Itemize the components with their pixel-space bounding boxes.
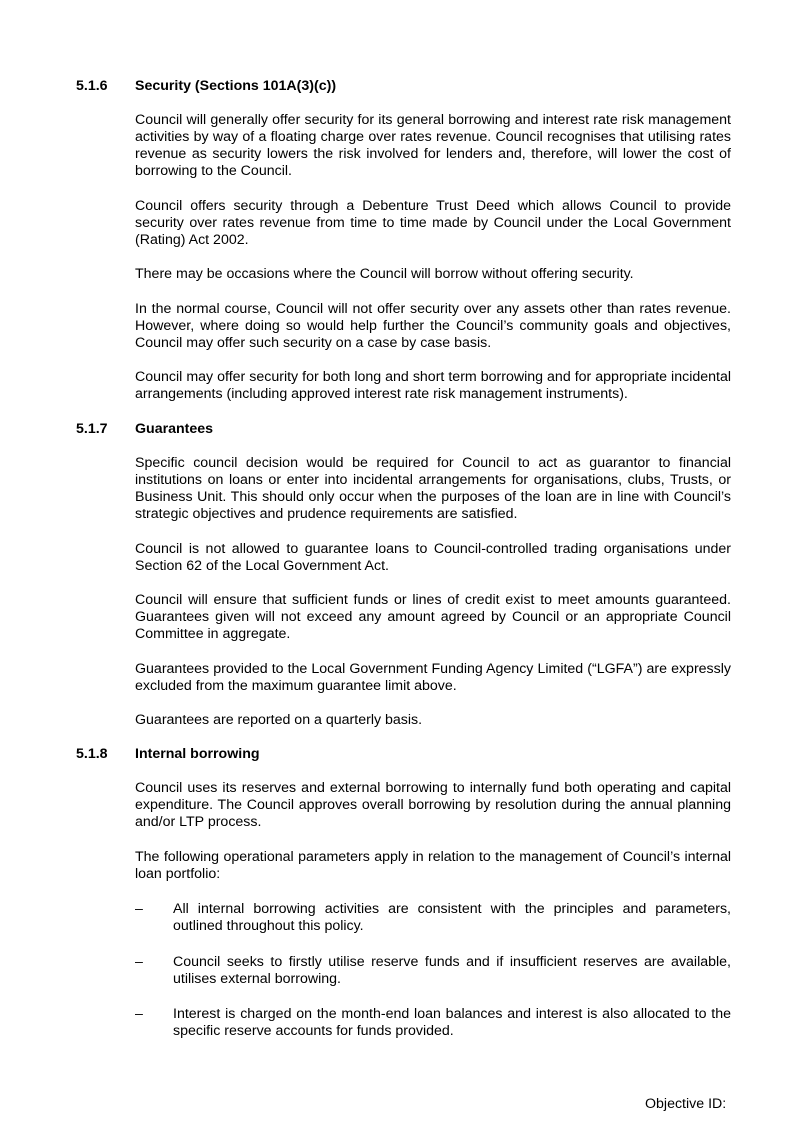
paragraph: Guarantees are reported on a quarterly basis.: [135, 712, 423, 728]
section-number: 5.1.6: [76, 78, 108, 94]
section-heading: [0, 746, 807, 763]
section-number: 5.1.8: [76, 746, 108, 762]
paragraph: Specific council decision would be required for Council to act as guarantor to financial institutions on loans or enter into incidental arrangements for organisations, clubs, Trusts, or Business Unit. This should only occur when the purposes of the loan are in line with Council’s strategic objectives and prudence requirements are satisfied.: [135, 455, 731, 522]
section-title: Internal borrowing: [135, 746, 260, 762]
section-number: 5.1.7: [76, 421, 108, 437]
paragraph: The following operational parameters apply in relation to the management of Council’s internal loan portfolio:: [135, 849, 731, 882]
section-title: Guarantees: [135, 421, 214, 437]
objective-id-label: Objective ID:: [645, 1096, 727, 1112]
section-title: Security (Sections 101A(3)(c)): [135, 78, 337, 94]
dash-bullet: –: [135, 954, 143, 970]
paragraph: Council will ensure that sufficient funds or lines of credit exist to meet amounts guaranteed. Guarantees given will not exceed any amount agreed by Council or an appropriate Council Committee in aggregate.: [135, 592, 731, 642]
dash-bullet: –: [135, 1006, 143, 1022]
list-item-text: Council seeks to firstly utilise reserve funds and if insufficient reserves are available, utilises external borrowing.: [173, 954, 731, 987]
paragraph: Council may offer security for both long and short term borrowing and for appropriate incidental arrangements (including approved interest rate risk management instruments).: [135, 369, 731, 402]
paragraph: In the normal course, Council will not offer security over any assets other than rates revenue. However, where doing so would help further the Council’s community goals and objectives, Council may offer such security on a case by case basis.: [135, 301, 731, 351]
section-internal-borrowing: [0, 746, 807, 763]
section-heading: [0, 421, 807, 438]
section-guarantees: [0, 421, 807, 438]
section-heading: [0, 78, 807, 95]
paragraph: Guarantees provided to the Local Government Funding Agency Limited (“LGFA”) are expressly excluded from the maximum guarantee limit above.: [135, 661, 731, 694]
paragraph: Council will generally offer security for its general borrowing and interest rate risk management activities by way of a floating charge over rates revenue. Council recognises that utilising rates revenue as security lowers the risk involved for lenders and, therefore, will lower the cost of borrowing to the Council.: [135, 112, 731, 179]
paragraph: Council is not allowed to guarantee loans to Council-controlled trading organisations under Section 62 of the Local Government Act.: [135, 541, 731, 574]
paragraph: There may be occasions where the Council will borrow without offering security.: [135, 266, 634, 282]
paragraph: Council offers security through a Debenture Trust Deed which allows Council to provide security over rates revenue from time to time made by Council under the Local Government (Rating) Act 2002.: [135, 198, 731, 248]
dash-bullet: –: [135, 901, 143, 917]
list-item-text: Interest is charged on the month-end loan balances and interest is also allocated to the specific reserve accounts for funds provided.: [173, 1006, 731, 1039]
list-item-text: All internal borrowing activities are consistent with the principles and parameters, outlined throughout this policy.: [173, 901, 731, 934]
section-security: [0, 78, 807, 95]
paragraph: Council uses its reserves and external borrowing to internally fund both operating and capital expenditure. The Council approves overall borrowing by resolution during the annual planning and/or LTP process.: [135, 780, 731, 830]
